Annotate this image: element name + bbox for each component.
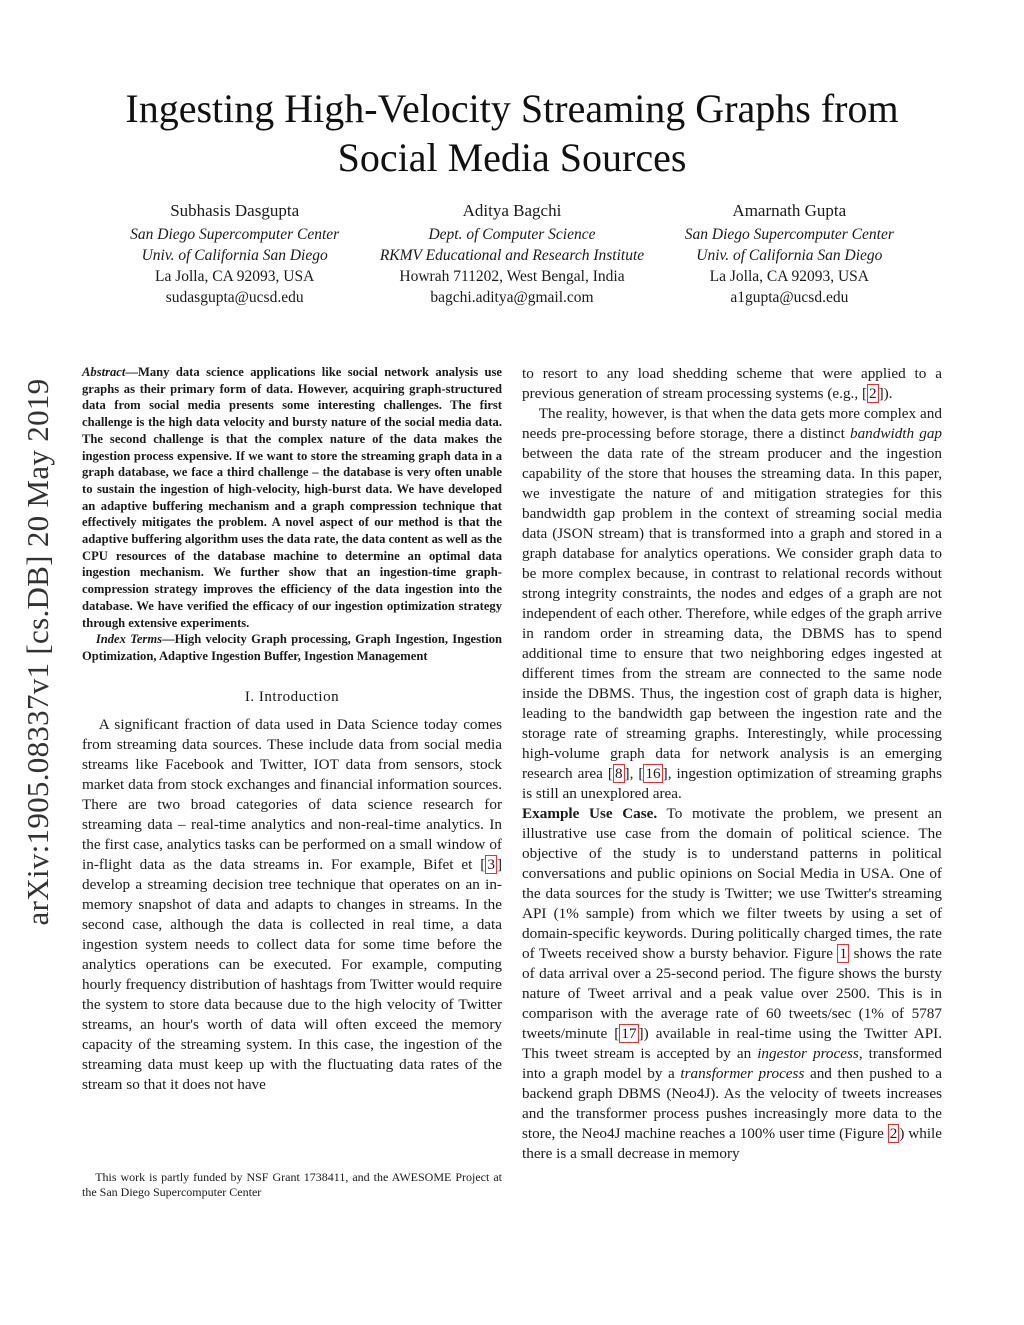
citation-link[interactable]: 2 (869, 385, 877, 402)
abstract-label: Abstract (82, 365, 126, 379)
arxiv-id[interactable]: arXiv:1905.08337v1 [cs.DB] 20 May 2019 (20, 378, 55, 926)
author-affiliation: Univ. of California San Diego (696, 247, 883, 264)
author-name: Amarnath Gupta (732, 201, 847, 220)
author-address: Howrah 711202, West Bengal, India (399, 268, 625, 285)
citation-link[interactable]: 8 (614, 765, 623, 782)
intro-paragraph: A significant fraction of data used in Data Science today comes from streaming data sources. These include data from social media streams like Facebook and Twitter, IOT data from sensors, stock market data from stock exchanges and financial information sources. There are two broad categories of data science research for streaming data – real-time analytics and non-real-time analytics. In the first case, analytics tasks can be performed on a small window of in-flight data as the data streams in. For example, Bifet et [ 3 ] develop a streaming decision tree technique that operates on an in-memory snapshot of data and adapts to changes in streams. In the second case, although the data is collected in real time, a data ingestion system needs to collect data for some time before the analytics operations can be executed. For example, computing hourly frequency distribution of hashtags from Twitter would require the system to store data because due to the high velocity of Twitter streams, an hour's worth of data will often exceed the memory capacity of the streaming system. In this case, the ingestion of the streaming data must keep up with the fluctuating data rates of the stream so that it does not have (82, 715, 502, 1093)
abstract (82, 364, 502, 631)
use-case-paragraph: Example Use Case. To motivate the problem, we present an illustrative use case from the domain of political science. The objective of the study is to understand patterns in political conversations and public opinions on Social Media in USA. One of the data sources for the study is Twitter; we use Twitter's streaming API (1% sample) from which we filter tweets by using a set of domain-specific keywords. During politically charged times, the rate of Tweets received show a bursty behavior. Figure 1 shows the rate of data arrival over a 25-second period. The figure shows the bursty nature of Tweet arrival and a peak value over 2500. This is in comparison with the average rate of 60 tweets/sec (1% of 5787 tweets/minute [ 17 ]) available in real-time using the Twitter API. This tweet stream is accepted by an ingestor process, transformed into a graph model by a transformer process and then pushed to a backend graph DBMS (Neo4J). As the velocity of tweets increases and the transformer process pushes increasingly more data to the store, the Neo4J machine reaches a 100% user time (Figure 2 ) while there is a small decrease in memory (522, 805, 943, 1162)
author-affiliation: Dept. of Computer Science (428, 226, 596, 243)
body-text: , transformed into a graph model by a (522, 1045, 942, 1082)
author-affiliation: San Diego Supercomputer Center (684, 226, 894, 243)
author-email[interactable]: bagchi.aditya@gmail.com (430, 289, 594, 306)
citation-link[interactable]: 17 (621, 1025, 637, 1042)
left-column (82, 364, 502, 1095)
paper-title: Ingesting High-Velocity Streaming Graphs from Social Media Sources (125, 86, 899, 180)
author-email[interactable]: sudasgupta@ucsd.edu (165, 289, 304, 306)
body-text: ). (883, 385, 893, 402)
author-address: La Jolla, CA 92093, USA (155, 268, 315, 285)
body-text: ) available in real-time using the Twitter API. This tweet stream is accepted by an (522, 1025, 942, 1062)
emphasis-text: bandwidth gap (849, 425, 943, 442)
author-affiliation: RKMV Educational and Research Institute (379, 247, 645, 264)
body-text: shows the rate of data arrival over a 25-second period. The figure shows the bursty nature of Tweet arrival and a peak value over 2500. This is in comparison with the average rate of 60 tweets/sec (1% of 5787 tweets/minute (522, 945, 943, 1042)
index-terms-body: —High velocity Graph processing, Graph Ingestion, Ingestion Optimization, Adaptive Ingestion Buffer, Ingestion Management (82, 632, 502, 663)
citation-link[interactable]: 3 (487, 855, 495, 873)
author-2 (373, 200, 650, 308)
body-paragraph: to resort to any load shedding scheme that were applied to a previous generation of stream processing systems (e.g., [ 2 ]). (522, 365, 942, 402)
body-text: and then pushed to a backend graph DBMS (Neo4J). As the velocity of tweets increases and the transformer process pushes increasingly more data to the store, the Neo4J machine reaches a 100% user time (Figure (522, 1065, 942, 1142)
section-heading: I. Introduction (244, 688, 340, 705)
body-text: To motivate the problem, we present an illustrative use case from the domain of political science. The objective of the study is to understand patterns in political conversations and public opinions on Social Media in USA. One of the data sources for the study is Twitter; we use Twitter's streaming API (1% sample) from which we filter tweets by using a set of domain-specific keywords. During politically charged times, the rate of Tweets received show a bursty behavior. Figure (522, 805, 942, 962)
use-case-label: Example Use Case. (522, 805, 658, 822)
emphasis-text: ingestor process (757, 1045, 859, 1062)
body-text: to resort to any load shedding scheme that were applied to a previous generation of stream processing systems (e.g., (522, 365, 942, 402)
figure-link[interactable]: 1 (839, 945, 848, 962)
author-name: Aditya Bagchi (462, 201, 562, 220)
author-email[interactable]: a1gupta@ucsd.edu (730, 289, 849, 306)
body-text: The reality, however, is that when the data gets more complex and needs pre-processing before storage, there a distinct (522, 405, 942, 442)
author-name: Subhasis Dasgupta (170, 201, 300, 220)
emphasis-text: transformer process (680, 1065, 805, 1082)
footnote-text: This work is partly funded by NSF Grant 1738411, and the AWESOME Project at the San Diego Supercomputer Center (82, 1170, 502, 1199)
abstract-body: —Many data science applications like social network analysis use graphs as their primary form of data. However, acquiring graph-structured data from social media presents some interesting challenges. The first challenge is the high data velocity and bursty nature of the social media data. The second challenge is that the complex nature of the data makes the ingestion process expensive. If we want to store the streaming graph data in a graph database, we face a third challenge – the database is very often unable to sustain the ingestion of high-velocity, high-burst data. We have developed an adaptive buffering mechanism and a graph compression technique that effectively mitigates the problem. A novel aspect of our method is that the adaptive buffering algorithm uses the data rate, the data content as well as the CPU resources of the database machine to determine an optimal data ingestion mechanism. We further show that an ingestion-time graph-compression strategy improves the efficiency of the data ingestion into the database. We have verified the efficacy of our ingestion optimization strategy through extensive experiments. (82, 365, 502, 630)
author-affiliation: Univ. of California San Diego (141, 247, 328, 264)
author-3 (651, 200, 928, 308)
body-text: ) while there is a small decrease in memory (522, 1125, 942, 1162)
author-affiliation: San Diego Supercomputer Center (130, 226, 340, 243)
citation-link[interactable]: 16 (645, 765, 661, 782)
footnote (82, 1170, 502, 1200)
index-terms-label: Index Terms (95, 632, 163, 647)
author-block (96, 200, 928, 308)
author-1 (96, 200, 373, 308)
author-address: La Jolla, CA 92093, USA (709, 268, 869, 285)
body-paragraph: The reality, however, is that when the data gets more complex and needs pre-processing before storage, there a distinct bandwidth gap between the data rate of the stream producer and the ingestion capability of the store that houses the streaming data. In this paper, we investigate the nature of and mitigation strategies for this bandwidth gap problem in the context of streaming social media data (JSON stream) that is transformed into a graph and stored in a graph database for analytics operations. We consider graph data to be more complex because, in contrast to relational records without strong integrity constraints, the nodes and edges of a graph are not independent of each other. Therefore, while edges of the graph arrive in random order in streaming data, the DBMS has to spend additional time to ensure that two neighboring edges ingested at different times from the stream are connected to the same node inside the DBMS. Thus, the ingestion cost of graph data is higher, leading to the bandwidth gap between the ingestion rate and the storage rate of streaming graphs. Interestingly, while processing high-volume graph data for network analysis is an emerging research area [ 8 ], [ 16 ], ingestion optimization of streaming graphs is still an unexplored area. (522, 405, 943, 802)
intro-text: develop a streaming decision tree technique that operates on an in-memory snapshot of data and adapts to changes in streams. In the second case, although the data is collected in real time, a data ingestion system needs to collect data for some time before the analytics operations can be executed. For example, computing hourly frequency distribution of hashtags from Twitter would require the system to store data because due to the high velocity of Twitter streams, an hour's worth of data will often exceed the memory capacity of the streaming system. In this case, the ingestion of the streaming data must keep up with the fluctuating data rates of the stream so that it does not have (82, 875, 502, 1093)
right-column (522, 364, 942, 1164)
figure-link[interactable]: 2 (889, 1125, 898, 1142)
body-text: , ingestion optimization of streaming graphs is still an unexplored area. (522, 765, 942, 802)
index-terms (82, 631, 502, 664)
body-text: between the data rate of the stream producer and the ingestion capability of the store that houses the streaming data. In this paper, we investigate the nature of and mitigation strategies for this bandwidth gap problem in the context of streaming social media data (JSON stream) that is transformed into a graph and stored in a graph database for analytics operations. We consider graph data to be more complex because, in contrast to relational records without strong integrity constraints, the nodes and edges of a graph are not independent of each other. Therefore, while edges of the graph arrive in random order in streaming data, the DBMS has to spend additional time to ensure that two neighboring edges ingested at different times from the stream are connected to the same node inside the DBMS. Thus, the ingestion cost of graph data is higher, leading to the bandwidth gap between the ingestion rate and the storage rate of streaming graphs. Interestingly, while processing high-volume graph data for network analysis is an emerging research area (522, 445, 942, 782)
intro-text: A significant fraction of data used in Data Science today comes from streaming data sources. These include data from social media streams like Facebook and Twitter, IOT data from sensors, stock market data from stock exchanges and financial information sources. There are two broad categories of data science research for streaming data – real-time analytics and non-real-time analytics. In the first case, analytics tasks can be performed on a small window of in-flight data as the data streams in. For example, Bifet et (82, 715, 502, 873)
